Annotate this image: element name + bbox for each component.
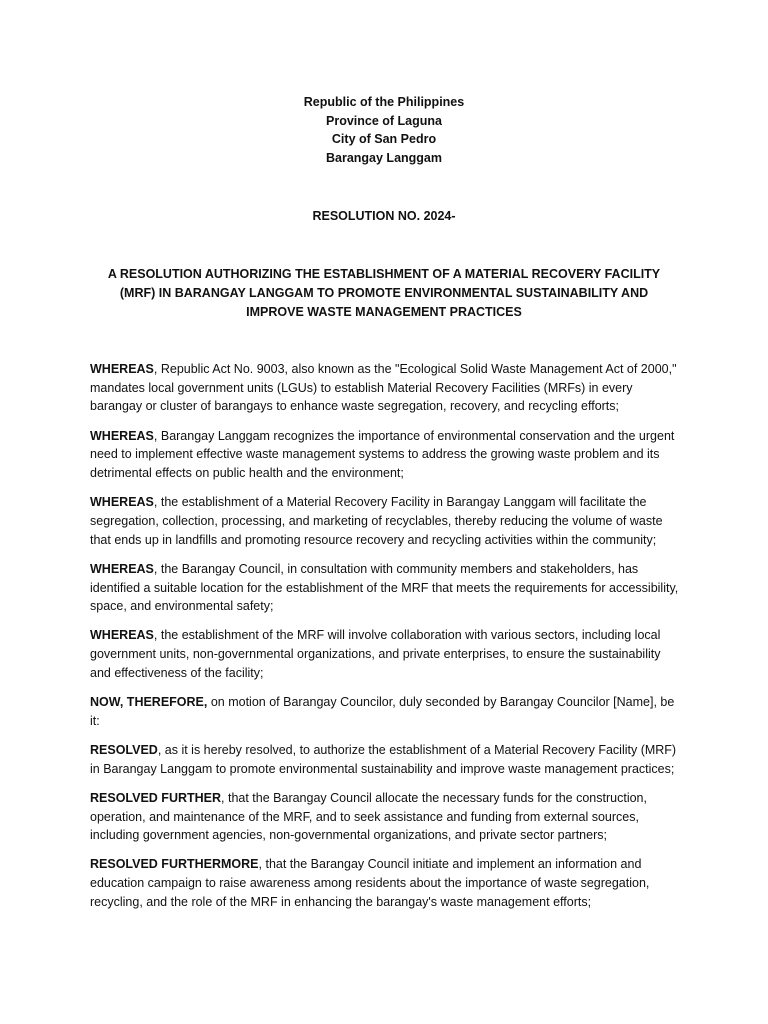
paragraph-text: , Republic Act No. 9003, also known as the "Ecological Solid Waste Management Act of 2000," mandates local government units (LGUs) to establish Material Recovery Facilities (MRFs) in every barangay or cluster of barangays to enhance waste segregation, recovery, and recycling efforts;	[90, 362, 677, 414]
paragraph-now-therefore	[90, 693, 680, 730]
paragraph-lead: WHEREAS	[90, 495, 154, 510]
paragraph-text: , that the Barangay Council allocate the necessary funds for the construction, operation, and maintenance of the MRF, and to seek assistance and funding from external sources, including government agencies, non-governmental organizations, and private sector partners;	[90, 790, 647, 843]
paragraph-lead: RESOLVED FURTHER	[90, 790, 222, 805]
paragraph-lead: NOW, THEREFORE,	[90, 695, 208, 710]
paragraph-resolved-furthermore	[90, 855, 680, 911]
paragraph-text: , as it is hereby resolved, to authorize the establishment of a Material Recovery Facility (MRF) in Barangay Langgam to promote environmental sustainability and improve waste management practices;	[90, 742, 677, 776]
header-republic: Republic of the Philippines	[303, 95, 465, 109]
header-province: Province of Laguna	[326, 113, 442, 128]
resolution-body	[90, 360, 680, 922]
paragraph-whereas-2	[90, 427, 680, 483]
paragraph-lead: RESOLVED	[90, 742, 158, 757]
paragraph-lead: WHEREAS	[90, 428, 154, 443]
resolution-number: RESOLUTION NO. 2024-	[312, 209, 456, 223]
header-barangay: Barangay Langgam	[325, 151, 442, 166]
paragraph-text: , the Barangay Council, in consultation with community members and stakeholders, has identified a suitable location for the establishment of the MRF that meets the requirements for accessibility, space, and environmental safety;	[90, 561, 679, 614]
paragraph-text: , that the Barangay Council initiate and implement an information and education campaign to raise awareness among residents about the importance of waste segregation, recycling, and the role of the MRF in enhancing the barangay's waste management efforts;	[90, 857, 650, 909]
paragraph-lead: RESOLVED FURTHERMORE	[90, 857, 259, 872]
paragraph-resolved-further	[90, 789, 680, 845]
paragraph-whereas-4	[90, 560, 680, 616]
header-city: City of San Pedro	[331, 132, 437, 147]
paragraph-lead: WHEREAS	[90, 362, 154, 376]
paragraph-whereas-3	[90, 493, 680, 549]
paragraph-whereas-1	[90, 360, 680, 416]
paragraph-text: , Barangay Langgam recognizes the importance of environmental conservation and the urgent need to implement effective waste management systems to address the growing waste problem and its detrimental effects on public health and the environment;	[90, 428, 675, 481]
paragraph-whereas-5	[90, 626, 680, 682]
paragraph-text: , the establishment of a Material Recovery Facility in Barangay Langgam will facilitate the segregation, collection, processing, and marketing of recyclables, thereby reducing the volume of waste that ends up in landfills and promoting resource recovery and recycling activities within the community;	[90, 495, 663, 547]
paragraph-resolved	[90, 741, 680, 778]
document-header	[0, 93, 768, 168]
paragraph-text: , the establishment of the MRF will involve collaboration with various sectors, including local government units, non-governmental organizations, and private enterprises, to ensure the sustainability and effectiveness of the facility;	[90, 628, 661, 680]
resolution-title: A RESOLUTION AUTHORIZING THE ESTABLISHMENT OF A MATERIAL RECOVERY FACILITY (MRF) IN BARANGAY LANGGAM TO PROMOTE ENVIRONMENTAL SUSTAINABILITY AND IMPROVE WASTE MANAGEMENT PRACTICES	[107, 267, 661, 319]
paragraph-text: on motion of Barangay Councilor, duly seconded by Barangay Councilor [Name], be it:	[90, 695, 675, 728]
paragraph-lead: WHEREAS	[90, 628, 154, 643]
paragraph-lead: WHEREAS	[90, 561, 154, 576]
